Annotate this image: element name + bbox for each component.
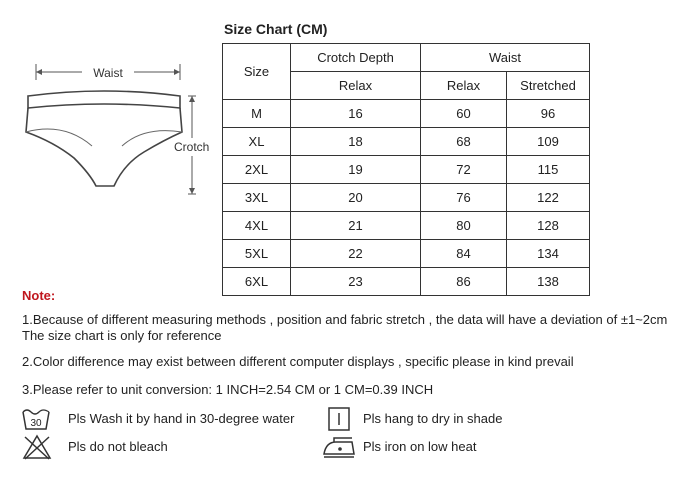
cell-crotch-relax: 20 [291, 184, 421, 212]
note-1-line-2: The size chart is only for reference [22, 328, 222, 343]
note-1-line-1: 1.Because of different measuring methods , position and fabric stretch , the data will have a deviation of ±1~2cm [22, 312, 668, 327]
subheader-waist-relax: Relax [421, 72, 507, 100]
table-row [223, 212, 590, 240]
do-not-bleach-icon [22, 434, 52, 460]
size-chart-table [222, 43, 590, 296]
cell-size: 2XL [223, 156, 291, 184]
care-wash-text: Pls Wash it by hand in 30-degree water [68, 411, 295, 426]
cell-crotch-relax: 19 [291, 156, 421, 184]
cell-waist-stretched: 128 [507, 212, 590, 240]
hand-wash-30-icon [22, 406, 50, 432]
cell-waist-relax: 68 [421, 128, 507, 156]
header-crotch-depth: Crotch Depth [291, 44, 421, 72]
size-chart-title: Size Chart (CM) [224, 21, 328, 37]
underwear-outline [14, 60, 219, 200]
cell-waist-relax: 80 [421, 212, 507, 240]
care-hang-text: Pls hang to dry in shade [363, 411, 503, 426]
cell-size: 3XL [223, 184, 291, 212]
care-iron-text: Pls iron on low heat [363, 439, 477, 454]
header-waist: Waist [421, 44, 590, 72]
table-row [223, 268, 590, 296]
table-row [223, 156, 590, 184]
table-row [223, 240, 590, 268]
cell-crotch-relax: 16 [291, 100, 421, 128]
garment-measurement-diagram [14, 60, 219, 200]
subheader-waist-stretched: Stretched [507, 72, 590, 100]
note-color-difference: 2.Color difference may exist between different computer displays , specific please in kind prevail [22, 354, 574, 369]
cell-crotch-relax: 21 [291, 212, 421, 240]
waist-label: Waist [93, 66, 123, 80]
cell-waist-relax: 76 [421, 184, 507, 212]
cell-crotch-relax: 18 [291, 128, 421, 156]
cell-waist-stretched: 96 [507, 100, 590, 128]
note-measurement-deviation [22, 312, 667, 344]
cell-waist-relax: 60 [421, 100, 507, 128]
cell-waist-relax: 84 [421, 240, 507, 268]
cell-waist-stretched: 109 [507, 128, 590, 156]
subheader-crotch-relax: Relax [291, 72, 421, 100]
care-bleach-text: Pls do not bleach [68, 439, 168, 454]
cell-size: 6XL [223, 268, 291, 296]
cell-size: XL [223, 128, 291, 156]
cell-waist-stretched: 138 [507, 268, 590, 296]
cell-crotch-relax: 22 [291, 240, 421, 268]
cell-waist-relax: 86 [421, 268, 507, 296]
table-header-row [223, 44, 590, 72]
cell-size: 5XL [223, 240, 291, 268]
header-size: Size [223, 44, 291, 100]
cell-waist-stretched: 122 [507, 184, 590, 212]
table-row [223, 184, 590, 212]
table-row [223, 128, 590, 156]
cell-size: M [223, 100, 291, 128]
table-row [223, 100, 590, 128]
iron-low-heat-icon [322, 434, 356, 460]
cell-size: 4XL [223, 212, 291, 240]
note-unit-conversion: 3.Please refer to unit conversion: 1 INCH=2.54 CM or 1 CM=0.39 INCH [22, 382, 434, 397]
cell-waist-stretched: 134 [507, 240, 590, 268]
crotch-label: Crotch [174, 140, 210, 154]
cell-crotch-relax: 23 [291, 268, 421, 296]
note-title: Note: [22, 288, 56, 303]
cell-waist-stretched: 115 [507, 156, 590, 184]
wash-temperature-label: 30 [30, 418, 42, 429]
line-dry-shade-icon [328, 407, 350, 431]
cell-waist-relax: 72 [421, 156, 507, 184]
